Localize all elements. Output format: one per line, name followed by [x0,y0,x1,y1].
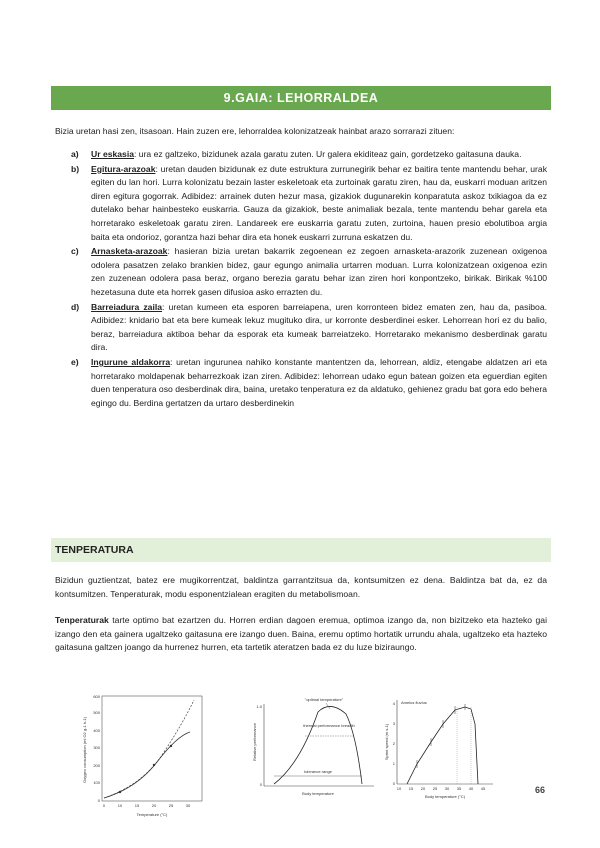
fig3-xtick: 10 [396,786,402,791]
fig1-xticks [103,803,191,808]
fig1-xtick: 30 [185,803,191,808]
fig2-tolerance-label: tolerance range [304,769,332,774]
fig1-xlabel: Temperature (°C) [136,812,168,817]
fig1-xtick: 15 [134,803,140,808]
fig1-ytick: 200 [93,763,100,768]
fig1-curve-dashed [104,700,194,798]
fig1-xtick: 0 [102,803,106,808]
chapter-banner: 9.GAIA: LEHORRALDEA [51,86,551,110]
figure-performance-curve [250,694,380,804]
fig3-xtick: 35 [456,786,462,791]
list-item: c) Arnasketa-arazoak: hasieran bizia uretan bakarrik zegoenean ez zegoen arnasketa-arazorik zuzenean oxigenoa odolera pasatzen zelako brankien bidez, gaur egungo animalia urtarren moduan. Lurra kolonizatzean oxigenoa ezin zen zuzenean odolera pasa beraz, organo berezia garatu behar izan ziren hori konpontzeko, birikak. Birikak %100 hezetasuna dute eta horrek gasen difusioa asko errazten du. [71,246,547,297]
fig1-point [119,791,121,793]
fig1-curve-solid [104,732,190,798]
intro-paragraph: Bizia uretan hasi zen, itsasoan. Hain zuzen ere, lehorraldea kolonizatzeak hainbat arazo sorrarazi zituen: [55,126,455,136]
fig3-yticks [393,701,396,786]
fig3-xtick: 15 [408,786,414,791]
fig1-ytick: 0 [97,798,100,803]
fig2-optimal-label: "optimal temperature" [304,697,344,702]
fig3-ytick: 3 [392,721,395,726]
fig3-ytick: 2 [392,741,395,746]
fig3-xtick: 40 [468,786,474,791]
page-number: 66 [535,785,546,795]
fig1-ytick: 400 [93,728,100,733]
fig1-xtick: 20 [151,803,157,808]
temperature-paragraph-1: Bizidun guztientzat, batez ere mugikorrentzat, baldintza garrantzitsua da, kontsumitzen ez dena. Baldintza bat da, ez da kontsumitzen. Tenperaturak, modu esponentzialean eragiten du metabolismoan. [55,575,547,599]
fig3-title: Amelus fluvius [401,700,427,705]
temperature-paragraph-2: Tenperaturak tarte optimo bat ezartzen du. Horren erdian dagoen eremua, optimoa izango da, non bizitzeko eta hazteko gai izango den eta gainera ugaltzeko gaitasuna ere izango duen. Baina, eremu optimo hortatik urrundu ahala, ugaltzeko eta hazteko gaitasuna galtzen joango da hurrenez hurren, eta tartetik ateratzen bada ez du luze biziraungo. [55,615,547,653]
list-item: b) Egitura-arazoak: uretan dauden bizidunak ez dute estruktura zurrunegirik behar ez baitira tente mantendu behar, urak egiten du lan hori. Lurra kolonizatu bezain laster eskeletoak eta zurtoinak garatu ziren, hau da, euskarri moduan aritzen diren egitura gogorrak. Adibidez: arrainek duten hezur masa, gizakiok dugunarekin konparatuta askoz txikiagoa da ez dutelako behar hainbesteko euskarria. Gauza da gizakiok, beste animaliak bezala, tente mantendu behar garela eta horretarako eskeletoak garatu ziren. Landareek ere euskarria garatu zuten, zurtoina, hauen presio ebolutiboa argia baita eta ondorioz, gorantza hazi behar dira eta honek euskarri zurruna eskatzen du. [71,163,547,242]
fig1-ylabel: Oxygen consumption (ml O2 g-1 h-1) [82,717,87,783]
fig3-xticks [397,786,486,791]
fig3-ytick: 0 [392,781,395,786]
section-title-bar: TENPERATURA [51,538,551,562]
fig2-ytick: 0 [259,782,262,787]
fig1-xtick: 25 [168,803,174,808]
fig1-ytick: 500 [93,710,100,715]
figure-sprint-speed [383,694,498,804]
fig1-xtick: 10 [117,803,123,808]
fig2-ytick: 1.0 [256,704,262,709]
fig3-speed-curve [407,707,478,784]
fig3-xlabel: Body temperature (°C) [424,794,466,799]
fig3-ytick: 4 [392,701,395,706]
fig2-range-label: thermal performance breadth [303,723,355,728]
fig3-xtick: 45 [480,786,486,791]
fig1-point [153,764,155,766]
fig3-xtick: 30 [444,786,450,791]
fig3-xtick: 20 [420,786,426,791]
fig1-yticks [93,694,100,803]
fig3-ytick: 1 [392,761,395,766]
fig1-ytick: 600 [93,694,100,699]
fig1-ytick: 100 [93,780,100,785]
fig2-ylabel: Relative performance [252,722,257,762]
fig1-ytick: 300 [93,745,100,750]
problems-list [55,148,547,411]
list-item: a) Ur eskasia: ura ez galtzeko, bizidunek azala garatu zuten. Ur galera ekiditeaz gain, gordetzeko gaitasuna dauka. [71,149,522,159]
figure-oxygen-consumption [82,690,212,820]
list-item: e) Ingurune aldakorra: uretan ingurunea nahiko konstante mantentzen da, lehorrean, aldiz, etengabe aldatzen ari eta horretarako moldapenak beharrezkoak izan ziren. Adibidez: lehorrean udako egun batean goizen eta eguerdian egiten duen tenperatura oso desberdinak dira, baina, uretako tenperatura ez da aldatuko, gehienez gradu bat gora edo behera egingo du. Berdina gertatzen da urtaro desberdinekin [71,356,547,408]
fig3-ylabel: Sprint speed (m s-1) [384,723,389,761]
fig1-point [170,745,172,747]
list-item: d) Barreiadura zaila: uretan kumeen eta esporen barreiapena, uren korronteen bidez ematen zen, hau da, pasiboa. Adibidez: knidario bat eta bere kumeak lekuz mugituko dira, ur korronte desberdinei esker. Lehorrean hori ez du balio, beraz, barreiadura aktiboa behar da esporak eta kumeak barreiatzeko. Horretarako mekanismo desberdinak garatu dira. [71,301,548,353]
fig3-xtick: 25 [432,786,438,791]
fig2-xlabel: Body temperature [302,791,334,796]
